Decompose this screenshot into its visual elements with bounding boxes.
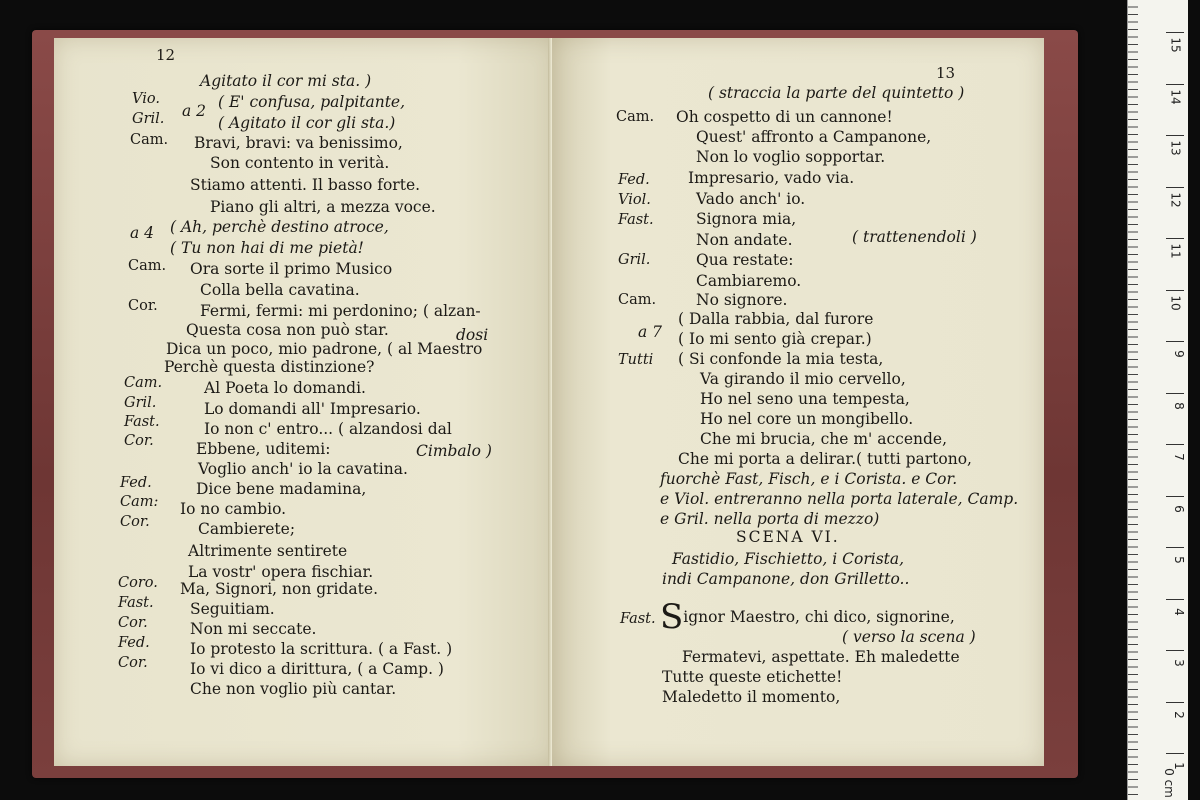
line: e Viol. entreranno nella porta laterale, Camp. [660, 490, 1019, 508]
line: Io non c' entro... ( alzandosi dal [204, 420, 452, 438]
ruler-tick [1166, 290, 1184, 291]
speaker: Fed. [120, 475, 152, 491]
cimbalo-mark: Cimbalo ) [416, 442, 492, 460]
line: Perchè questa distinzione? [164, 358, 375, 376]
ruler-tick [1166, 753, 1184, 754]
ruler-number: 10 [1168, 294, 1183, 311]
a4-mark: a 4 [130, 224, 155, 242]
ruler-number: 4 [1172, 607, 1187, 616]
line: Voglio anch' io la cavatina. [198, 460, 408, 478]
line: Vado anch' io. [696, 190, 806, 208]
ruler-number: 6 [1172, 504, 1187, 513]
line: fuorchè Fast, Fisch, e i Corista. e Cor. [660, 470, 958, 488]
line: ( straccia la parte del quintetto ) [708, 84, 965, 102]
measuring-ruler [1127, 0, 1188, 800]
speaker: Fast. [620, 611, 656, 627]
ruler-number: 1 [1172, 762, 1187, 770]
line: ignor Maestro, chi dico, signorine, [683, 608, 955, 626]
ruler-number: 2 [1172, 710, 1187, 719]
speaker: Cam. [128, 258, 167, 274]
line: Signora mia, [696, 210, 797, 228]
line: Piano gli altri, a mezza voce. [210, 198, 436, 216]
speaker: Fast. [618, 212, 654, 228]
ruler-tick [1166, 496, 1184, 497]
line: La vostr' opera fischiar. [188, 563, 374, 581]
speaker: Cam. [124, 375, 163, 391]
line: No signore. [696, 291, 788, 309]
line: ( Dalla rabbia, dal furore [678, 310, 874, 328]
line: Io no cambio. [180, 500, 287, 518]
line: ( Ah, perchè destino atroce, [170, 218, 389, 236]
line: Che non voglio più cantar. [190, 680, 397, 698]
left-page [54, 38, 560, 766]
line: Stiamo attenti. Il basso forte. [190, 176, 421, 194]
ruler-tick [1166, 393, 1184, 394]
line: indi Campanone, don Grilletto.. [662, 570, 910, 588]
ruler-tick [1166, 187, 1184, 188]
a2-mark: a 2 [182, 102, 207, 120]
ruler-tick [1166, 599, 1184, 600]
scene-heading: SCENA VI. [736, 528, 840, 546]
line: Colla bella cavatina. [200, 281, 360, 299]
line: Impresario, vado via. [688, 169, 855, 187]
speaker: Fast. [118, 595, 154, 611]
speaker: Fed. [118, 635, 150, 651]
ruler-number: 9 [1172, 350, 1187, 358]
line: Io vi dico a dirittura, ( a Camp. ) [190, 660, 444, 678]
line: Seguitiam. [190, 600, 275, 618]
line: Qua restate: [696, 251, 794, 269]
ruler-tick [1166, 444, 1184, 445]
line: Maledetto il momento, [662, 688, 841, 706]
speaker: Cam. [130, 132, 169, 148]
line: Fermi, fermi: mi perdonino; ( alzan- [200, 302, 481, 320]
line: Che mi brucia, che m' accende, [700, 430, 948, 448]
line: Non mi seccate. [190, 620, 317, 638]
line: Quest' affronto a Campanone, [696, 128, 932, 146]
dropcap: S [660, 597, 684, 637]
line: Fastidio, Fischietto, i Corista, [672, 550, 905, 568]
line: Cambierete; [198, 520, 296, 538]
line: Son contento in verità. [210, 154, 390, 172]
speaker: Fast. [124, 414, 160, 430]
dosi-mark: dosi [456, 326, 489, 344]
ruler-tick [1166, 650, 1184, 651]
line: Ebbene, uditemi: [196, 440, 331, 458]
ruler-unit: 0 cm [1162, 768, 1177, 798]
line: ( Io mi sento già crepar.) [678, 330, 872, 348]
ruler-tick [1166, 238, 1184, 239]
ruler-number: 12 [1168, 191, 1183, 208]
line: Non lo voglio sopportar. [696, 148, 886, 166]
line: Ho nel seno una tempesta, [700, 390, 910, 408]
line: Ho nel core un mongibello. [700, 410, 914, 428]
line: e Gril. nella porta di mezzo) [660, 510, 880, 528]
right-page [552, 38, 1044, 766]
line: Ma, Signori, non gridate. [180, 580, 379, 598]
speaker: Cor. [118, 655, 148, 671]
line: Ora sorte il primo Musico [190, 260, 393, 278]
speaker: Gril. [124, 395, 157, 411]
speaker: Cam. [618, 292, 657, 308]
speaker: Coro. [118, 575, 158, 591]
ruler-number: 14 [1168, 88, 1183, 105]
speaker: Cam. [616, 109, 655, 125]
ruler-number: 15 [1168, 37, 1183, 53]
line: Cambiaremo. [696, 272, 802, 290]
trattenendoli-mark: ( trattenendoli ) [852, 228, 977, 246]
line: ( E' confusa, palpitante, [218, 93, 406, 111]
line: Agitato il cor mi sta. ) [200, 72, 372, 90]
line: ( Agitato il cor gli sta.) [218, 114, 396, 132]
speaker: Cor. [124, 433, 154, 449]
ruler-number: 5 [1172, 556, 1187, 564]
line: Va girando il mio cervello, [700, 370, 906, 388]
ruler-number: 11 [1168, 243, 1183, 259]
speaker: Cor. [118, 615, 148, 631]
speaker: Cor. [120, 514, 150, 530]
ruler-number: 13 [1168, 140, 1183, 156]
page-number: 13 [936, 64, 956, 82]
line: Dica un poco, mio padrone, ( al Maestro [166, 340, 483, 358]
ruler-tick [1166, 702, 1184, 703]
page-number: 12 [156, 46, 176, 64]
a7-mark: a 7 [638, 323, 663, 341]
speaker: Cor. [128, 298, 158, 314]
speaker: Gril. [132, 111, 165, 127]
ruler-tick [1166, 341, 1184, 342]
line: ( Si confonde la mia testa, [678, 350, 884, 368]
ruler-tick [1166, 547, 1184, 548]
line: Non andate. [696, 231, 793, 249]
line: Lo domandi all' Impresario. [204, 400, 421, 418]
line: Al Poeta lo domandi. [204, 379, 366, 397]
line: ( verso la scena ) [842, 628, 976, 646]
line: Tutte queste etichette! [662, 668, 843, 686]
line: Fermatevi, aspettate. Eh maledette [682, 648, 960, 666]
line: Che mi porta a delirar.( tutti partono, [678, 450, 972, 468]
speaker: Fed. [618, 172, 650, 188]
line: Altrimente sentirete [188, 542, 348, 560]
line: ( Tu non hai di me pietà! [170, 239, 364, 257]
ruler-number: 7 [1172, 453, 1187, 461]
line: Questa cosa non può star. [186, 321, 389, 339]
ruler-number: 3 [1172, 659, 1187, 667]
line: Oh cospetto di un cannone! [676, 108, 893, 126]
line: Dice bene madamina, [196, 480, 367, 498]
ruler-tick [1166, 135, 1184, 136]
speaker: Cam: [120, 494, 159, 510]
speaker: Vio. [132, 91, 160, 107]
ruler-tick [1166, 32, 1184, 33]
speaker: Tutti [618, 352, 654, 368]
speaker: Viol. [618, 192, 651, 208]
line: Io protesto la scrittura. ( a Fast. ) [190, 640, 453, 658]
speaker: Gril. [618, 252, 651, 268]
line: Bravi, bravi: va benissimo, [194, 134, 403, 152]
ruler-tick [1166, 84, 1184, 85]
ruler-number: 8 [1172, 401, 1187, 410]
